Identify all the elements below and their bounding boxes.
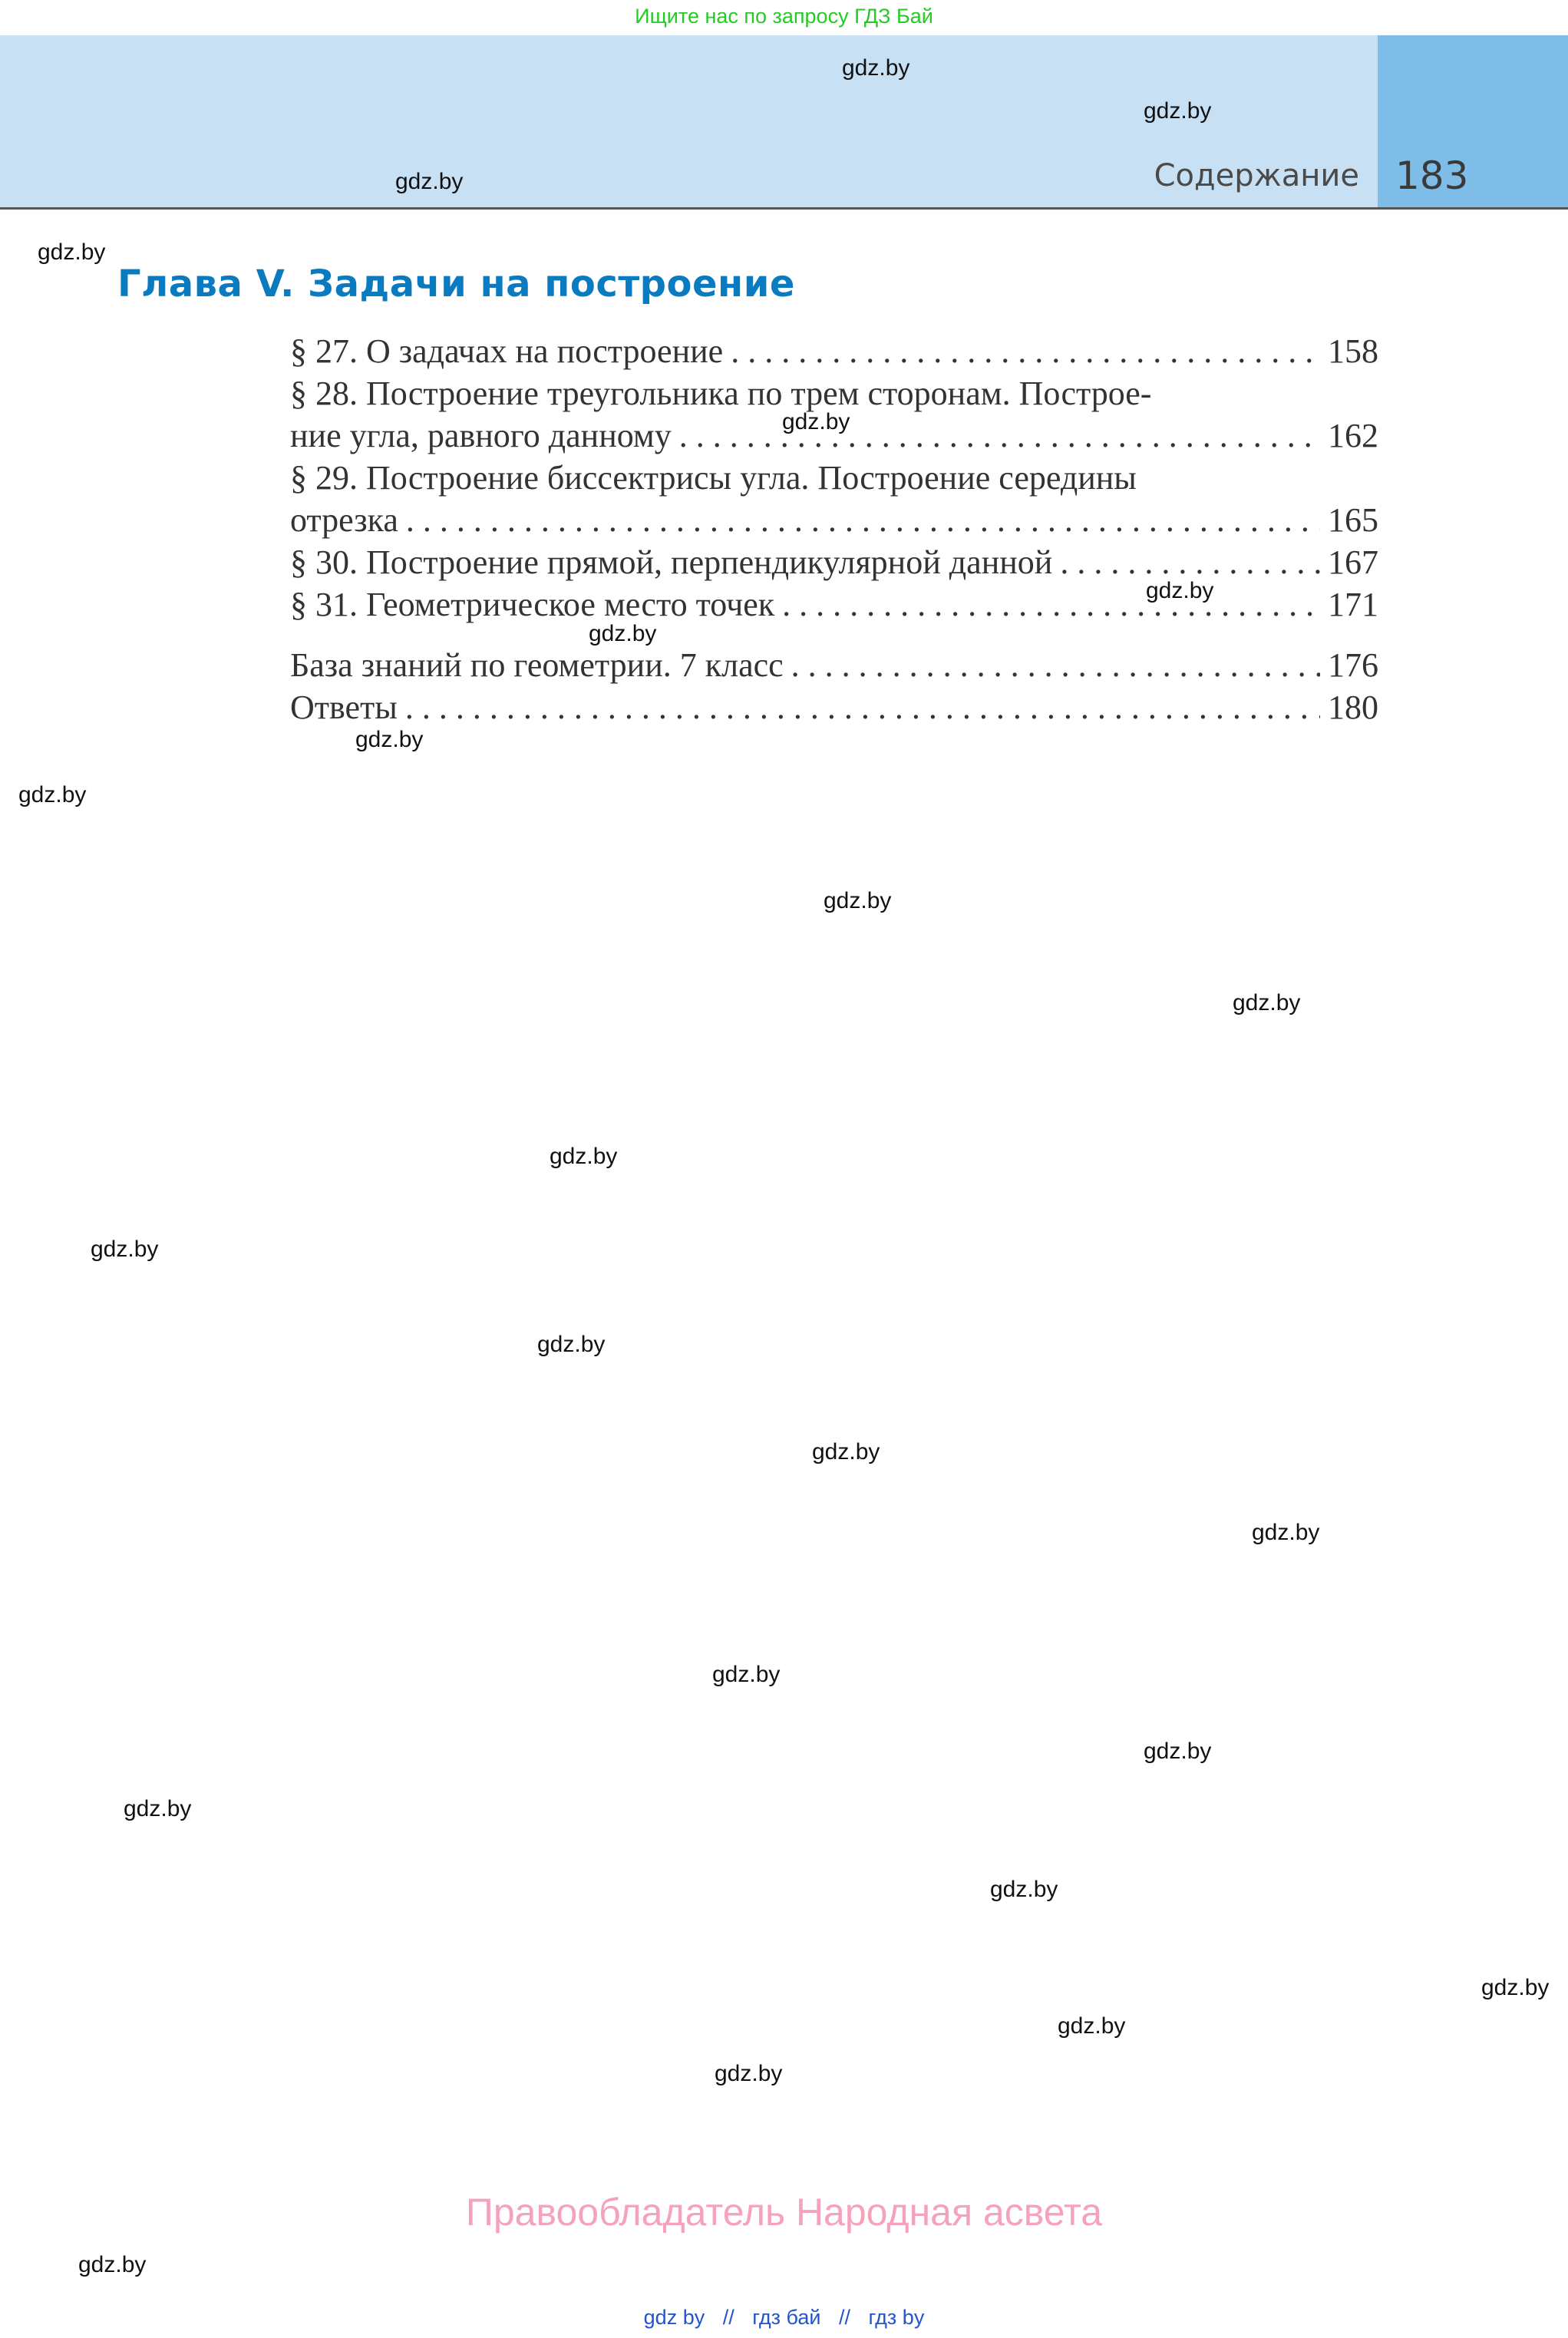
header-rule <box>0 207 1568 210</box>
footer-links <box>0 2306 1568 2330</box>
watermark: gdz.by <box>38 239 106 265</box>
watermark: gdz.by <box>1481 1975 1550 2000</box>
toc-entry-page: 158 <box>1328 332 1378 370</box>
toc-entry-page: 162 <box>1328 417 1378 454</box>
page-number: 183 <box>1395 154 1469 198</box>
footer-link[interactable]: гдз бай <box>752 2306 821 2329</box>
watermark: gdz.by <box>1233 990 1301 1015</box>
toc-entry[interactable] <box>290 541 1378 583</box>
toc-entry-title: § 31. Геометрическое место точек <box>290 586 775 623</box>
watermark: gdz.by <box>537 1332 606 1357</box>
toc-entry[interactable] <box>290 457 1378 541</box>
toc-entry-title: § 28. Построение треугольника по трем сторонам. Построе- <box>290 375 1152 412</box>
watermark: gdz.by <box>1058 2013 1126 2039</box>
watermark: gdz.by <box>715 2061 783 2086</box>
toc-entry-title: § 30. Построение прямой, перпендикулярной данной <box>290 543 1053 581</box>
toc-entry-title-continued: ние угла, равного данному <box>290 417 672 454</box>
watermark: gdz.by <box>91 1237 159 1262</box>
watermark: gdz.by <box>712 1662 781 1687</box>
leader-dots <box>782 583 1320 626</box>
leader-dots <box>405 686 1320 728</box>
toc-spacer <box>290 626 1378 644</box>
toc-entry-title: § 29. Построение биссектрисы угла. Построение середины <box>290 459 1137 497</box>
leader-dots <box>731 330 1320 372</box>
section-title: Содержание <box>1154 158 1359 193</box>
copyright-notice: Правообладатель Народная асвета <box>465 2191 1103 2234</box>
watermark: gdz.by <box>589 621 657 646</box>
toc-entry-page: 180 <box>1328 689 1378 726</box>
watermark: gdz.by <box>782 409 850 434</box>
toc-entry-title-continued: отрезка <box>290 501 398 539</box>
watermark: gdz.by <box>1144 98 1212 124</box>
watermark: gdz.by <box>1146 578 1214 603</box>
toc-entry-page: 165 <box>1328 501 1378 539</box>
toc-entry-page: 176 <box>1328 646 1378 684</box>
table-of-contents <box>290 330 1378 728</box>
watermark: gdz.by <box>1252 1520 1320 1545</box>
watermark: gdz.by <box>812 1439 880 1465</box>
watermark: gdz.by <box>395 169 464 194</box>
toc-entry[interactable] <box>290 583 1378 626</box>
toc-entry[interactable] <box>290 686 1378 728</box>
toc-entry-title: § 27. О задачах на построение <box>290 332 724 370</box>
leader-dots <box>406 499 1320 541</box>
toc-entry-title: База знаний по геометрии. 7 класс <box>290 646 784 684</box>
watermark: gdz.by <box>1144 1739 1212 1764</box>
watermark: gdz.by <box>550 1144 618 1169</box>
leader-dots <box>679 414 1320 457</box>
leader-dots <box>1060 541 1320 583</box>
toc-entry-page: 171 <box>1328 586 1378 623</box>
toc-entry[interactable] <box>290 330 1378 372</box>
leader-dots <box>791 644 1320 686</box>
watermark: gdz.by <box>124 1796 192 1821</box>
footer-separator: // <box>722 2306 734 2329</box>
watermark: gdz.by <box>990 1877 1058 1902</box>
toc-entry-title: Ответы <box>290 689 398 726</box>
footer-link[interactable]: гдз by <box>868 2306 925 2329</box>
watermark: gdz.by <box>355 727 424 752</box>
watermark: gdz.by <box>18 782 87 807</box>
toc-entry-page: 167 <box>1328 543 1378 581</box>
footer-link[interactable]: gdz by <box>643 2306 705 2329</box>
watermark: gdz.by <box>824 888 892 913</box>
watermark: gdz.by <box>842 55 910 81</box>
footer-separator: // <box>839 2306 851 2329</box>
top-banner: Ищите нас по запросу ГДЗ Бай <box>635 5 933 28</box>
watermark: gdz.by <box>78 2252 147 2277</box>
chapter-title: Глава V. Задачи на построение <box>117 263 795 305</box>
toc-entry[interactable] <box>290 644 1378 686</box>
